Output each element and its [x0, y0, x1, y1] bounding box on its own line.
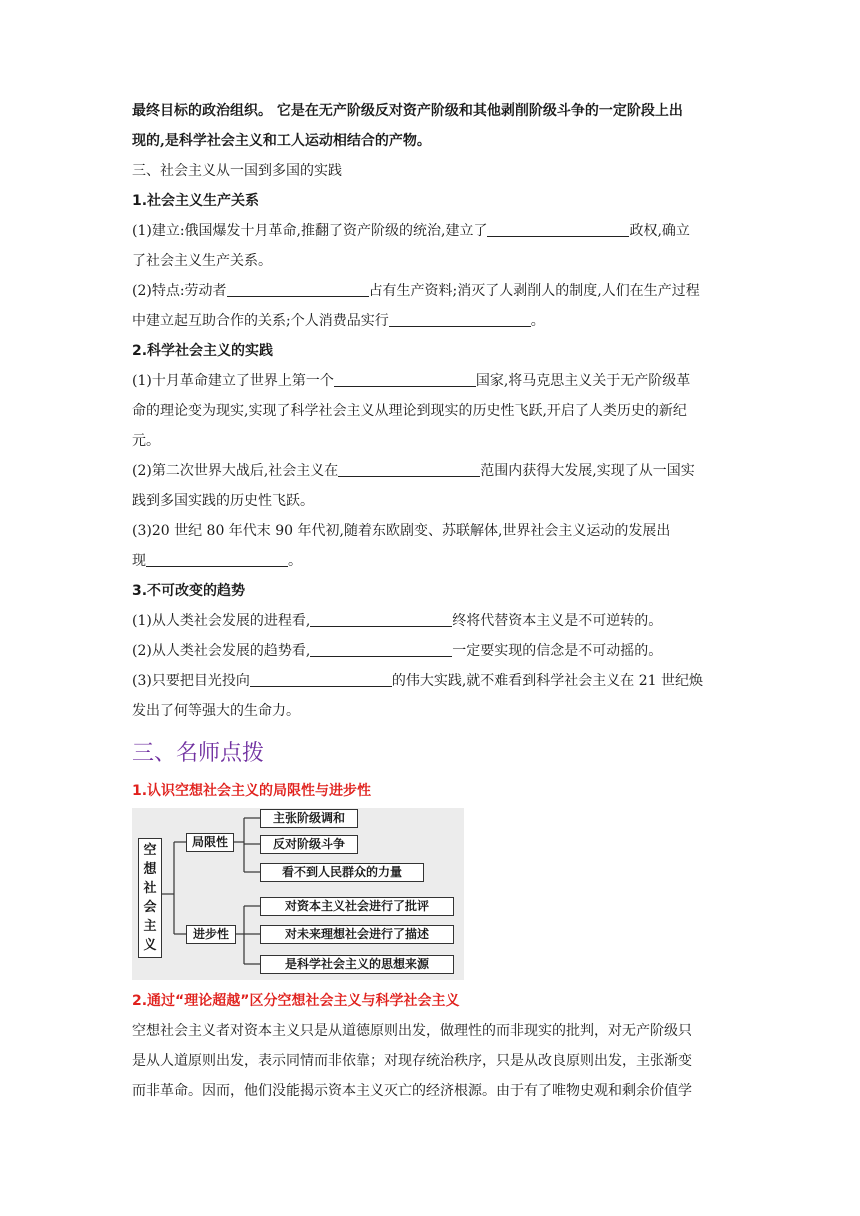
- fill-blank[interactable]: [334, 372, 476, 387]
- text-span: 的伟大实践,就不难看到科学社会主义在 21 世纪焕: [391, 673, 704, 689]
- root-node: 空想社会主义: [138, 838, 162, 958]
- text-line: 践到多国实践的历史性飞跃。: [132, 493, 314, 509]
- progress-node: 进步性: [186, 925, 236, 944]
- text-span: 现: [132, 553, 146, 569]
- text-line: 元。: [132, 433, 160, 449]
- fill-blank[interactable]: [389, 312, 531, 327]
- limit-node: 局限性: [186, 833, 234, 852]
- progress-item: 对资本主义社会进行了批评: [260, 897, 454, 916]
- tip-heading-1: 1.认识空想社会主义的局限性与进步性: [132, 783, 372, 799]
- text-span: 占有生产资料;消灭了人剥削人的制度,人们在生产过程: [368, 283, 700, 299]
- text-line: [132, 366, 732, 396]
- text-span: (1)建立:俄国爆发十月革命,推翻了资产阶级的统治,建立了: [132, 223, 488, 239]
- progress-item: 是科学社会主义的思想来源: [260, 955, 454, 974]
- subheading-trend: 3.不可改变的趋势: [132, 583, 246, 599]
- text-span: (1)从人类社会发展的进程看,: [132, 613, 311, 629]
- paragraph-line: 而非革命。因而，他们没能揭示资本主义灭亡的经济根源。由于有了唯物史观和剩余价值学: [132, 1083, 692, 1099]
- text-span: 范围内获得大发展,实现了从一国实: [480, 463, 695, 479]
- text-line: [132, 456, 732, 486]
- limit-item: 主张阶级调和: [260, 809, 358, 828]
- fill-blank[interactable]: [338, 462, 480, 477]
- subheading-practice: 2.科学社会主义的实践: [132, 343, 274, 359]
- text-span: 一定要实现的信念是不可动摇的。: [452, 643, 663, 659]
- text-span: 终将代替资本主义是不可逆转的。: [452, 613, 663, 629]
- text-line: [132, 276, 732, 306]
- fill-blank[interactable]: [310, 642, 452, 657]
- text-span: (2)第二次世界大战后,社会主义在: [132, 463, 339, 479]
- section-title-teacher-tips: 三、名师点拨: [132, 741, 265, 766]
- text-span: 中建立起互助合作的关系;个人消费品实行: [132, 313, 389, 329]
- progress-item: 对未来理想社会进行了描述: [260, 925, 454, 944]
- fill-blank[interactable]: [250, 672, 392, 687]
- text-span: (3)只要把目光投向: [132, 673, 250, 689]
- text-span: (2)特点:劳动者: [132, 283, 227, 299]
- text-line: 命的理论变为现实,实现了科学社会主义从理论到现实的历史性飞跃,开启了人类历史的新纪: [132, 403, 687, 419]
- text-line: 最终目标的政治组织。 它是在无产阶级反对资产阶级和其他剥削阶级斗争的一定阶段上出: [132, 103, 683, 119]
- text-line: [132, 216, 732, 246]
- limit-item: 看不到人民群众的力量: [260, 863, 424, 882]
- tip-heading-2: 2.通过“理论超越”区分空想社会主义与科学社会主义: [132, 993, 460, 1009]
- subheading-production-relations: 1.社会主义生产关系: [132, 193, 260, 209]
- paragraph-line: 是从人道原则出发，表示同情而非依靠；对现存统治秩序，只是从改良原则出发，主张渐变: [132, 1053, 692, 1069]
- text-line: 现的,是科学社会主义和工人运动相结合的产物。: [132, 133, 431, 149]
- text-span: 。: [530, 313, 545, 329]
- text-line: [132, 666, 732, 696]
- text-line: [132, 636, 732, 666]
- text-line: 发出了何等强大的生命力。: [132, 703, 300, 719]
- text-line: (3)20 世纪 80 年代末 90 年代初,随着东欧剧变、苏联解体,世界社会主义运动的发展出: [132, 523, 671, 539]
- text-span: 国家,将马克思主义关于无产阶级革: [475, 373, 691, 389]
- text-span: 政权,确立: [629, 223, 690, 239]
- fill-blank[interactable]: [227, 282, 369, 297]
- fill-blank[interactable]: [487, 222, 629, 237]
- text-span: (2)从人类社会发展的趋势看,: [132, 643, 311, 659]
- text-line: [132, 306, 732, 336]
- text-line: [132, 606, 732, 636]
- limit-item: 反对阶级斗争: [260, 835, 358, 854]
- text-span: 。: [288, 553, 302, 569]
- fill-blank[interactable]: [310, 612, 452, 627]
- text-span: (1)十月革命建立了世界上第一个: [132, 373, 334, 389]
- concept-diagram: [132, 808, 464, 980]
- heading-section-3: 三、社会主义从一国到多国的实践: [132, 163, 342, 179]
- page-content: [132, 96, 732, 1106]
- text-line: [132, 546, 732, 576]
- fill-blank[interactable]: [146, 552, 288, 567]
- paragraph-line: 空想社会主义者对资本主义只是从道德原则出发，做理性的而非现实的批判，对无产阶级只: [132, 1023, 692, 1039]
- text-line: 了社会主义生产关系。: [132, 253, 272, 269]
